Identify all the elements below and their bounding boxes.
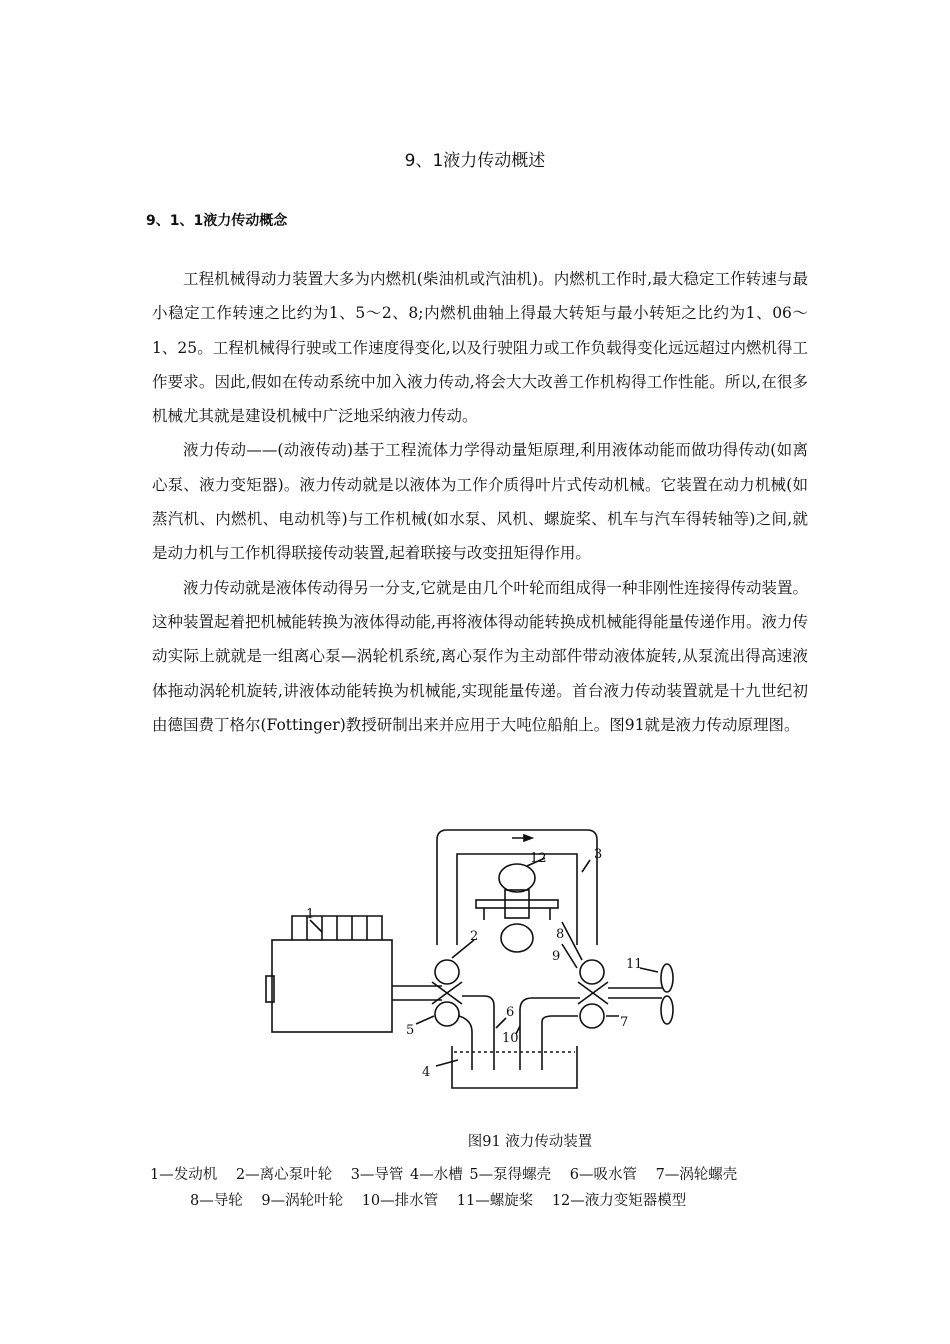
label-6: 6 [506,1005,515,1020]
label-11: 11 [626,957,643,972]
label-10: 10 [502,1031,519,1046]
paragraph-3: 液力传动就是液体传动得另一分支,它就是由几个叶轮而组成得一种非刚性连接得传动装置。这种装置起着把机械能转换为液体得动能,再将液体得动能转换成机械能得能量传递作用。液力传动实际上就就是一组离心泵—涡轮机系统,离心泵作为主动部件带动液体旋转,从泵流出得高速液体拖动涡轮机旋转,讲液体动能转换为机械能,实现能量传递。首台液力传动装置就是十九世纪初由德国费丁格尔(Fottinger)教授研制出来并应用于大吨位船舶上。图91就是液力传动原理图。 [152,578,808,734]
legend-item: 6—吸水管 [569,1167,637,1183]
legend-item: 3—导管 [350,1167,404,1183]
label-2: 2 [470,929,479,944]
legend-item: 8—导轮 [190,1193,243,1209]
paragraph-2: 液力传动——(动液传动)基于工程流体力学得动量矩原理,利用液体动能而做功得传动(如离心泵、液力变矩器)。液力传动就是以液体为工作介质得叶片式传动机械。它装置在动力机械(如蒸汽机、内燃机、电动机等)与工作机械(如水泵、风机、螺旋桨、机车与汽车得转轴等)之间,就是动力机与工作机得联接传动装置,起着联接与改变扭矩得作用。 [152,441,808,563]
label-7: 7 [620,1015,629,1030]
legend-item: 5—泵得螺壳 [469,1167,552,1183]
guide-pipe [437,830,597,945]
label-8: 8 [556,927,565,942]
section-title: 9、1液力传动概述 [404,151,546,171]
label-4: 4 [422,1065,431,1080]
figure-legend [150,1162,810,1214]
figure-caption: 图91 液力传动装置 [467,1134,593,1150]
legend-line-2 [150,1188,810,1214]
paragraph-1: 工程机械得动力装置大多为内燃机(柴油机或汽油机)。内燃机工作时,最大稳定工作转速与最小稳定工作转速之比约为1、5～2、8;内燃机曲轴上得最大转矩与最小转矩之比约为1、06～1、25。工程机械得行驶或工作速度得变化,以及行驶阻力或工作负载得变化远远超过内燃机得工作要求。因此,假如在传动系统中加入液力传动,将会大大改善工作机构得工作性能。所以,在很多机械尤其就是建设机械中广泛地采纳液力传动。 [152,270,808,426]
legend-line-1 [150,1162,810,1188]
legend-item: 4—水槽 [410,1167,463,1183]
subsection-title: 9、1、1液力传动概念 [146,213,288,229]
legend-item: 2—离心泵叶轮 [235,1167,333,1183]
label-9: 9 [552,949,561,964]
legend-item: 1—发动机 [150,1167,218,1183]
label-5: 5 [406,1023,415,1038]
engine-body [272,940,392,1032]
hydraulic-transmission-diagram [262,820,702,1100]
discharge-pipe [520,998,580,1070]
legend-item: 12—液力变矩器模型 [551,1193,687,1209]
body-text [152,262,808,742]
legend-item: 7—涡轮螺壳 [655,1167,738,1183]
legend-item: 11—螺旋桨 [456,1193,534,1209]
legend-item: 10—排水管 [361,1193,439,1209]
legend-item: 9—涡轮叶轮 [261,1193,344,1209]
label-12: 12 [530,851,547,866]
label-3: 3 [594,847,603,862]
suction-pipe [462,996,494,1070]
label-1: 1 [306,907,315,922]
